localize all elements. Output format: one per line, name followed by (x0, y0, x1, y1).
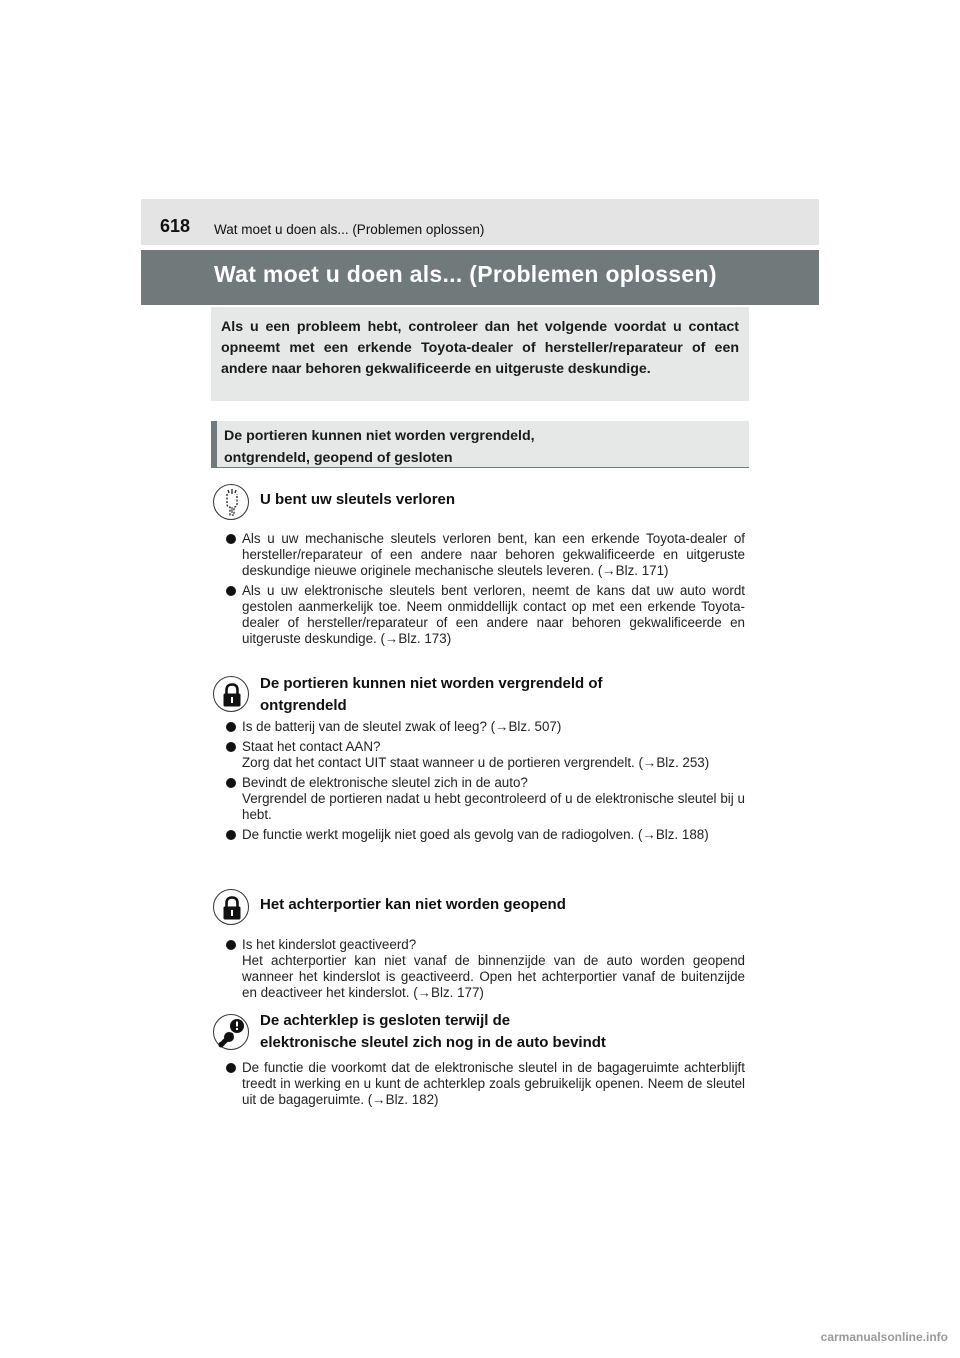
subsection-title (260, 673, 603, 717)
running-title: Wat moet u doen als... (Problemen oplossen) (214, 222, 485, 237)
subsection-title (260, 1010, 606, 1054)
bullet-list-tailgate-key (213, 1060, 745, 1112)
subsection-title-line1: Het achterportier kan niet worden geopend (260, 896, 566, 913)
page-title: Wat moet u doen als... (Problemen oplossen) (214, 261, 717, 287)
intro-box (211, 307, 749, 401)
bullet-dot (226, 534, 236, 544)
list-item: Staat het contact AAN? Zorg dat het contact UIT staat wanneer u de portieren vergrendelt. (→Blz. 253) (213, 739, 745, 771)
section-title-line2: ontgrendeld, geopend of gesloten (224, 450, 453, 466)
section-title-line1: De portieren kunnen niet worden vergrendeld, (224, 428, 535, 444)
padlock-icon (213, 676, 249, 712)
subsection-title-line2: ontgrendeld (260, 697, 347, 714)
list-item: De functie die voorkomt dat de elektronische sleutel in de bagageruimte achterblijft treedt in werking en u kunt de achterklep zoals gebruikelijk openen. Neem de sleutel uit de bagageruimte. (→Blz. 182) (213, 1060, 745, 1108)
bullet-dot (226, 742, 236, 752)
intro-text: Als u een probleem hebt, controleer dan het volgende voordat u contact opneemt met een erkende Toyota-dealer of hersteller/reparateur of een andere naar behoren gekwalificeerde en uitgeruste deskundige. (221, 319, 739, 377)
subsection-title-line2: elektronische sleutel zich nog in de auto bevindt (260, 1034, 606, 1051)
list-item: Als u uw mechanische sleutels verloren bent, kan een erkende Toyota-dealer of hersteller/reparateur of een andere naar behoren gekwalificeerde en uitgeruste deskundige nieuwe originele mechanische sleutels leveren. (→Blz. 171) (213, 531, 745, 579)
bullet-dot (226, 940, 236, 950)
subsection-title-line1: De achterklep is gesloten terwijl de (260, 1012, 511, 1029)
subsection-title-line1: U bent uw sleutels verloren (260, 491, 456, 508)
bullet-list-rear-door (213, 937, 745, 1005)
watermark: carmanualsonline.info (820, 1330, 948, 1344)
bullet-dot (226, 778, 236, 788)
subsection-title (260, 894, 566, 916)
key-icon (213, 484, 249, 520)
subsection-title-line1: De portieren kunnen niet worden vergrendeld of (260, 675, 603, 692)
bullet-list-lock-unlock (213, 719, 745, 847)
chapter-title-bar (141, 250, 819, 305)
list-item: Is de batterij van de sleutel zwak of leeg? (→Blz. 507) (213, 719, 745, 735)
padlock-icon (213, 889, 249, 925)
bullet-dot (226, 830, 236, 840)
key-warning-icon (213, 1014, 249, 1050)
section-title (224, 425, 535, 469)
section-accent-bar (211, 421, 217, 467)
list-item: Is het kinderslot geactiveerd? Het achterportier kan niet vanaf de binnenzijde van de auto worden geopend wanneer het kinderslot is geactiveerd. Open het achterportier vanaf de buitenzijde en deactiveer het kinderslot. (→Blz. 177) (213, 937, 745, 1001)
bullet-dot (226, 1063, 236, 1073)
page-number: 618 (160, 216, 191, 236)
list-item: Bevindt de elektronische sleutel zich in de auto? Vergrendel de portieren nadat u hebt gecontroleerd of u de elektronische sleutel bij u hebt. (213, 775, 745, 823)
bullet-list-lost-keys (213, 531, 745, 651)
bullet-dot (226, 722, 236, 732)
list-item: Als u uw elektronische sleutels bent verloren, neemt de kans dat uw auto wordt gestolen aanmerkelijk toe. Neem onmiddellijk contact op met een erkende Toyota-dealer of hersteller/reparateur of een andere naar behoren gekwalificeerde en uitgeruste deskundige. (→Blz. 173) (213, 583, 745, 647)
bullet-dot (226, 586, 236, 596)
subsection-title (260, 489, 455, 511)
list-item: De functie werkt mogelijk niet goed als gevolg van de radiogolven. (→Blz. 188) (213, 827, 745, 843)
section-heading (211, 421, 749, 468)
